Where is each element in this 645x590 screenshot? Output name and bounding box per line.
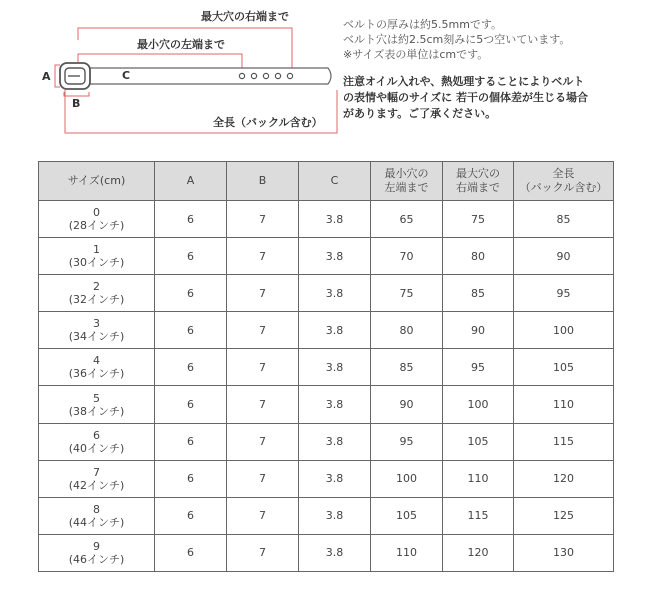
- total-length-cell: 105: [514, 349, 614, 386]
- min-hole-cell: 90: [371, 386, 443, 423]
- total-length-cell: 125: [514, 497, 614, 534]
- a-cell: 6: [155, 386, 227, 423]
- size-cell: 0 (28インチ): [39, 201, 155, 238]
- b-cell: 7: [227, 386, 299, 423]
- max-hole-cell: 80: [443, 238, 514, 275]
- min-hole-label: 最小穴の左端まで: [137, 38, 225, 51]
- letter-a: A: [42, 70, 51, 83]
- b-cell: 7: [227, 349, 299, 386]
- min-hole-cell: 80: [371, 312, 443, 349]
- caution-line: 注意オイル入れや、熱処理することによりベルト: [343, 75, 585, 88]
- header-c: C: [299, 162, 371, 201]
- c-cell: 3.8: [299, 460, 371, 497]
- table-row: [39, 238, 614, 275]
- header-a: A: [155, 162, 227, 201]
- b-cell: 7: [227, 423, 299, 460]
- belt-notes: [343, 17, 643, 62]
- max-hole-cell: 105: [443, 423, 514, 460]
- total-length-cell: 100: [514, 312, 614, 349]
- note-thickness: ベルトの厚みは約5.5mmです。: [343, 18, 503, 31]
- belt-shape: [60, 63, 331, 89]
- size-cell: 2 (32インチ): [39, 275, 155, 312]
- size-cell: 6 (40インチ): [39, 423, 155, 460]
- c-cell: 3.8: [299, 201, 371, 238]
- a-cell: 6: [155, 275, 227, 312]
- header-total: 全長 （バックル含む）: [514, 162, 614, 201]
- c-cell: 3.8: [299, 312, 371, 349]
- min-hole-cell: 95: [371, 423, 443, 460]
- b-cell: 7: [227, 201, 299, 238]
- size-cell: 7 (42インチ): [39, 460, 155, 497]
- table-row: [39, 312, 614, 349]
- total-length-cell: 120: [514, 460, 614, 497]
- max-hole-cell: 95: [443, 349, 514, 386]
- a-cell: 6: [155, 460, 227, 497]
- a-cell: 6: [155, 312, 227, 349]
- a-cell: 6: [155, 534, 227, 571]
- max-hole-cell: 85: [443, 275, 514, 312]
- a-cell: 6: [155, 423, 227, 460]
- table-row: [39, 386, 614, 423]
- a-cell: 6: [155, 201, 227, 238]
- total-length-cell: 110: [514, 386, 614, 423]
- max-hole-cell: 75: [443, 201, 514, 238]
- table-row: [39, 349, 614, 386]
- total-length-label: 全長（バックル含む）: [213, 116, 323, 129]
- note-unit: ※サイズ表の単位はcmです。: [343, 48, 489, 61]
- max-hole-cell: 110: [443, 460, 514, 497]
- a-cell: 6: [155, 238, 227, 275]
- belt-hole: [263, 73, 268, 78]
- belt-hole: [251, 73, 256, 78]
- table-row: [39, 423, 614, 460]
- min-hole-cell: 70: [371, 238, 443, 275]
- table-body: [39, 201, 614, 572]
- c-cell: 3.8: [299, 349, 371, 386]
- table-row: [39, 460, 614, 497]
- table-row: [39, 534, 614, 571]
- belt-hole: [287, 73, 292, 78]
- size-cell: 9 (46インチ): [39, 534, 155, 571]
- table-header-row: [39, 162, 614, 201]
- letter-b: B: [72, 97, 81, 110]
- c-cell: 3.8: [299, 497, 371, 534]
- b-cell: 7: [227, 312, 299, 349]
- table-row: [39, 275, 614, 312]
- letter-c: C: [122, 69, 131, 82]
- total-length-cell: 130: [514, 534, 614, 571]
- table-row: [39, 201, 614, 238]
- b-cell: 7: [227, 497, 299, 534]
- b-cell: 7: [227, 275, 299, 312]
- min-hole-cell: 100: [371, 460, 443, 497]
- max-hole-label: 最大穴の右端まで: [201, 10, 289, 23]
- header-max-hole: 最大穴の 右端まで: [443, 162, 514, 201]
- size-cell: 4 (36インチ): [39, 349, 155, 386]
- belt-hole: [239, 73, 244, 78]
- caution-notice: [343, 74, 643, 122]
- a-cell: 6: [155, 497, 227, 534]
- size-cell: 1 (30インチ): [39, 238, 155, 275]
- caution-line: があります。ご了承ください。: [343, 107, 497, 120]
- min-hole-cell: 65: [371, 201, 443, 238]
- total-length-cell: 95: [514, 275, 614, 312]
- b-cell: 7: [227, 534, 299, 571]
- c-cell: 3.8: [299, 238, 371, 275]
- max-hole-cell: 115: [443, 497, 514, 534]
- b-dimension-bracket: [64, 92, 89, 96]
- belt-hole: [275, 73, 280, 78]
- size-table: [38, 161, 614, 572]
- c-cell: 3.8: [299, 534, 371, 571]
- b-cell: 7: [227, 460, 299, 497]
- total-length-cell: 115: [514, 423, 614, 460]
- size-cell: 5 (38インチ): [39, 386, 155, 423]
- belt-diagram: [0, 0, 345, 150]
- max-hole-cell: 90: [443, 312, 514, 349]
- max-hole-cell: 100: [443, 386, 514, 423]
- min-hole-cell: 85: [371, 349, 443, 386]
- min-hole-cell: 110: [371, 534, 443, 571]
- header-b: B: [227, 162, 299, 201]
- note-holes: ベルト穴は約2.5cm刻みに5つ空いています。: [343, 33, 571, 46]
- header-min-hole: 最小穴の 左端まで: [371, 162, 443, 201]
- total-length-cell: 85: [514, 201, 614, 238]
- b-cell: 7: [227, 238, 299, 275]
- c-cell: 3.8: [299, 275, 371, 312]
- c-cell: 3.8: [299, 423, 371, 460]
- max-hole-cell: 120: [443, 534, 514, 571]
- caution-line: の表情や幅のサイズに 若干の個体差が生じる場合: [343, 91, 588, 104]
- header-size: サイズ(cm): [39, 162, 155, 201]
- min-hole-cell: 75: [371, 275, 443, 312]
- size-cell: 3 (34インチ): [39, 312, 155, 349]
- total-length-cell: 90: [514, 238, 614, 275]
- size-cell: 8 (44インチ): [39, 497, 155, 534]
- c-cell: 3.8: [299, 386, 371, 423]
- min-hole-cell: 105: [371, 497, 443, 534]
- table-row: [39, 497, 614, 534]
- a-cell: 6: [155, 349, 227, 386]
